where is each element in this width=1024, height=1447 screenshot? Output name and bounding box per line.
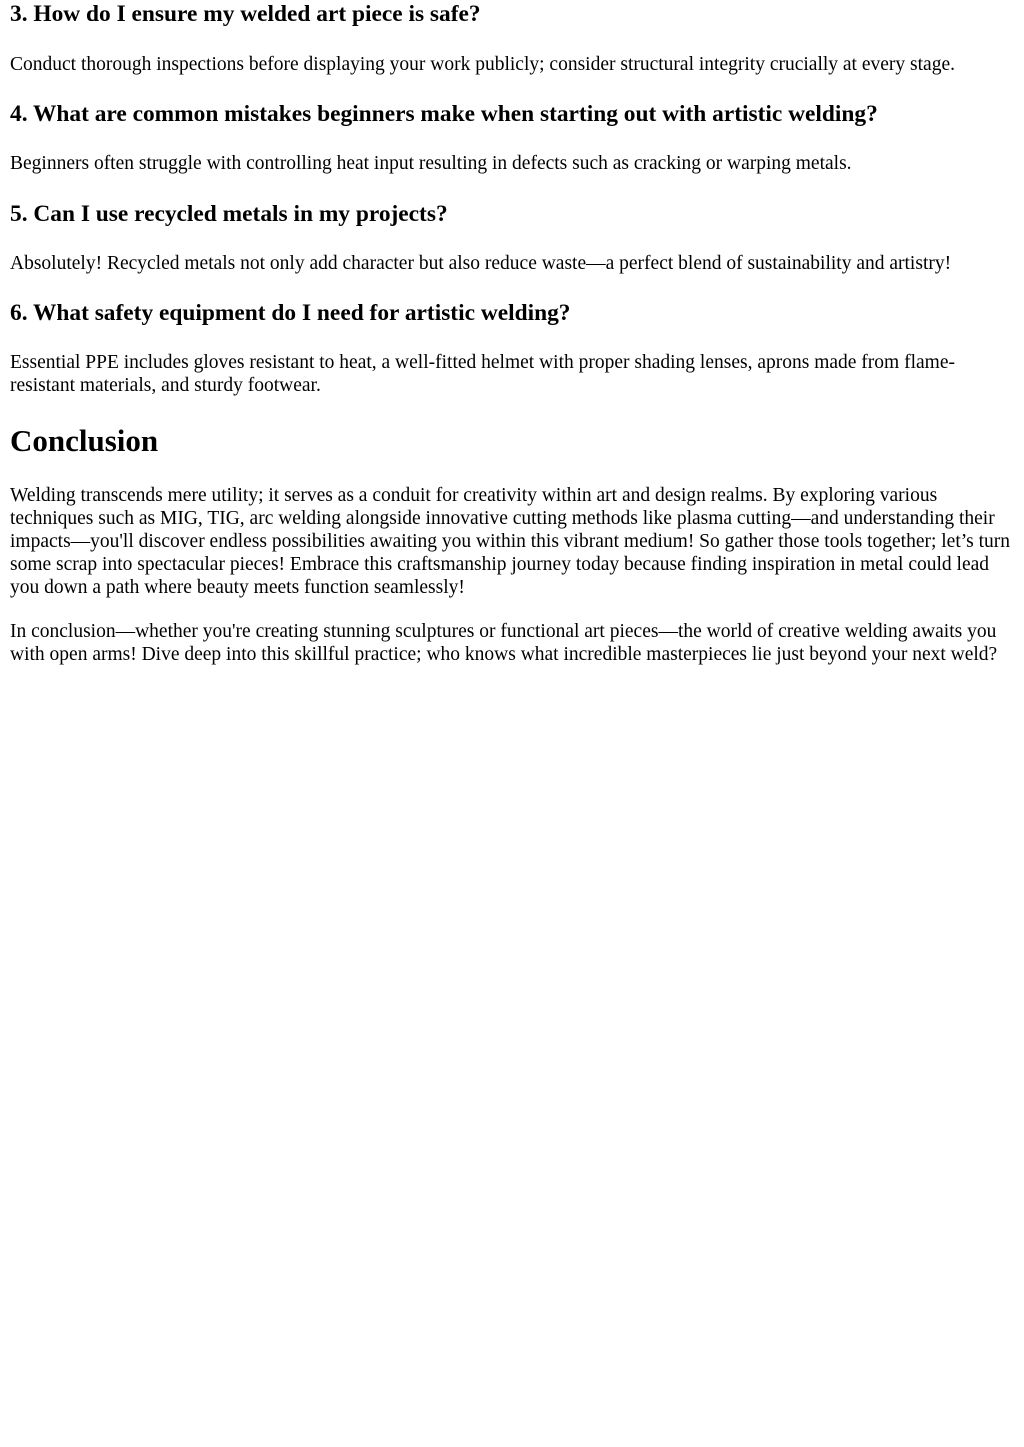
faq-question-6: 6. What safety equipment do I need for artistic welding? [10,300,571,326]
faq-section [10,1,1014,397]
faq-question-4: 4. What are common mistakes beginners make when starting out with artistic welding? [10,101,878,127]
conclusion-paragraph: Welding transcends mere utility; it serves as a conduit for creativity within art and design realms. By exploring various techniques such as MIG, TIG, arc welding alongside innovative cutting methods like plasma cutting—and understanding their impacts—you'll discover endless possibilities awaiting you within this vibrant medium! So gather those tools together; let’s turn some scrap into spectacular pieces! Embrace this craftsmanship journey today because finding inspiration in metal could lead you down a path where beauty meets function seamlessly! [10,485,1011,598]
faq-answer-5: Absolutely! Recycled metals not only add character but also reduce waste—a perfect blend of sustainability and artistry! [10,253,952,274]
faq-question-5: 5. Can I use recycled metals in my projects? [10,201,448,227]
faq-answer-6: Essential PPE includes gloves resistant to heat, a well-fitted helmet with proper shading lenses, aprons made from flame-resistant materials, and sturdy footwear. [10,352,955,396]
conclusion-heading: Conclusion [10,423,159,458]
faq-answer-4: Beginners often struggle with controlling heat input resulting in defects such as cracking or warping metals. [10,153,852,174]
conclusion-section [10,423,1014,666]
faq-question-3: 3. How do I ensure my welded art piece is safe? [10,1,481,27]
conclusion-paragraph: In conclusion—whether you're creating stunning sculptures or functional art pieces—the world of creative welding awaits you with open arms! Dive deep into this skillful practice; who knows what incredible masterpieces lie just beyond your next weld? [10,621,998,665]
article-content [0,1,1024,666]
faq-answer-3: Conduct thorough inspections before displaying your work publicly; consider structural integrity crucially at every stage. [10,54,955,75]
